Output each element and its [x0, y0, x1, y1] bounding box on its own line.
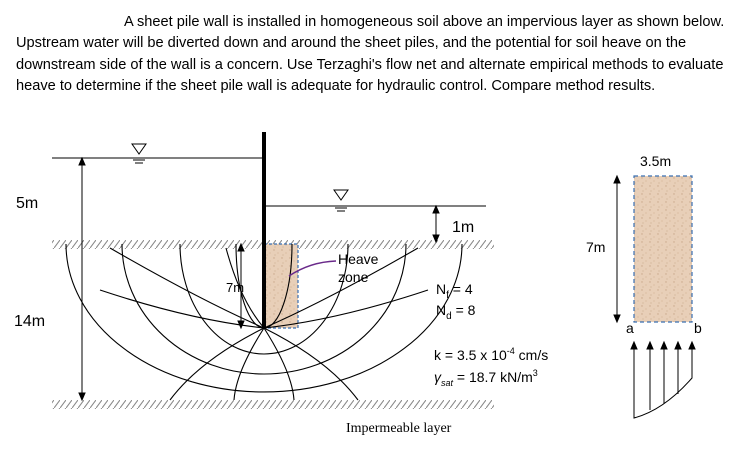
impermeable-layer — [52, 400, 494, 409]
uplift-pressure-diagram — [631, 342, 695, 418]
point-b-label: b — [694, 320, 702, 336]
equipotential-line — [264, 328, 294, 400]
nd-label: $N_d = 8$ — [436, 302, 476, 322]
prism-height-dimension — [614, 176, 620, 322]
heave-zone-label-1: Heave — [338, 251, 379, 267]
heave-zone-label-2: zone — [338, 269, 369, 285]
problem-statement: A sheet pile wall is installed in homogeneous soil above an impervious layer as shown below. Upstream water will be diverted down and around the sheet piles, and the potential for soil heave on the downstream side of the wall is a concern. Use Terzaghi's flow net and alternate empirical methods to evaluate heave to determine if the sheet pile wall is adequate for hydraulic control. Compare method results. — [16, 14, 725, 94]
prism-height-label: 7m — [586, 239, 606, 255]
unit-weight-label: $\gamma_{sat} = 18.7$ $kN/m^3$ — [434, 368, 538, 388]
downstream-water-symbol — [334, 190, 348, 211]
soil-depth-label: 14m — [14, 313, 46, 330]
impermeable-layer-label: Impermeable layer — [346, 421, 452, 436]
permeability-label: k = 3.5 x $10^{-4}$ cm/s — [434, 346, 549, 363]
heave-prism — [264, 244, 298, 328]
equipotential-line — [264, 328, 358, 400]
prism-width-label: 3.5m — [640, 153, 672, 169]
downstream-head-label: 1m — [452, 219, 475, 236]
embedment-label: 7m — [226, 280, 245, 295]
upstream-head-label: 5m — [16, 195, 39, 212]
soil-depth-dimension — [79, 244, 85, 400]
upstream-head-dimension — [79, 158, 85, 244]
nf-label: $N_f = 4$ — [436, 281, 473, 301]
equipotential-line — [234, 328, 264, 400]
detail-prism — [634, 176, 692, 322]
upstream-water-symbol — [132, 144, 146, 163]
point-a-label: a — [626, 320, 634, 336]
equipotential-line — [170, 328, 264, 400]
downstream-head-dimension — [433, 206, 439, 242]
